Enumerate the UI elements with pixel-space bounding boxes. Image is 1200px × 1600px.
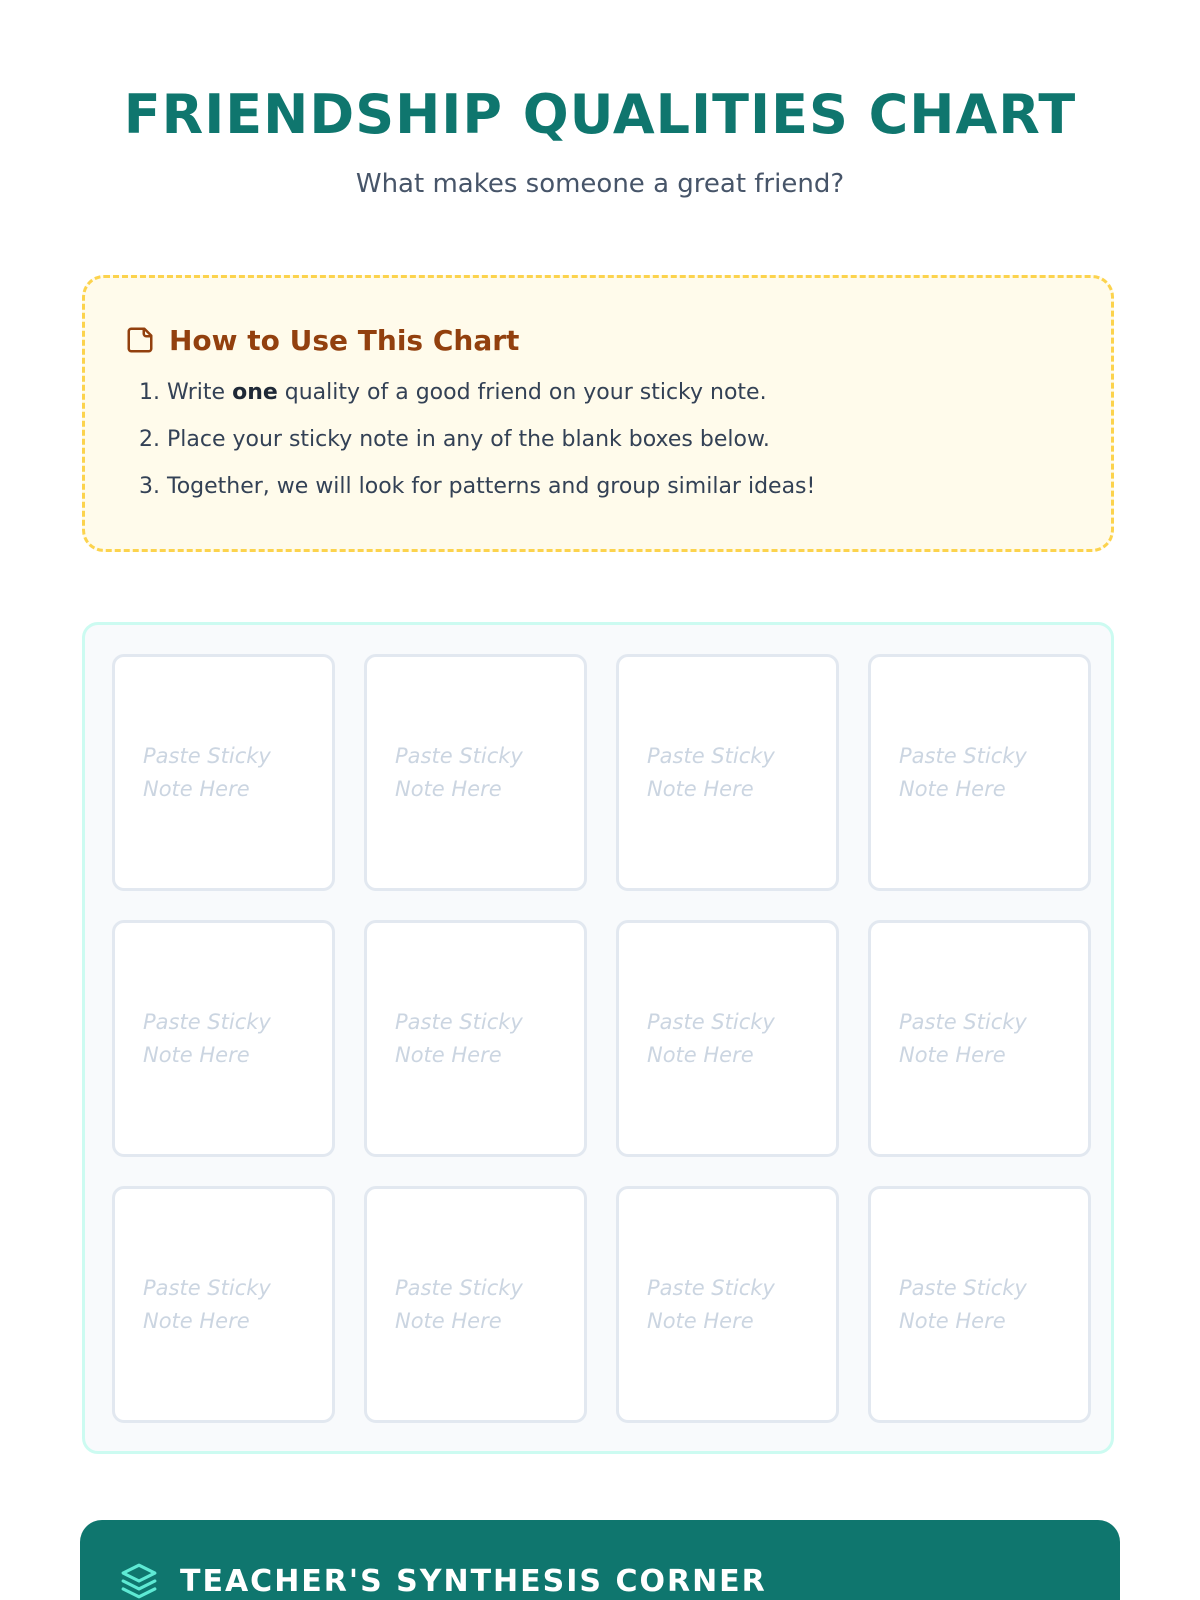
slot-placeholder: Paste Sticky Note Here xyxy=(899,743,1027,801)
sticky-note-slot[interactable] xyxy=(364,1186,587,1423)
slot-placeholder: Paste Sticky Note Here xyxy=(899,1275,1027,1333)
synthesis-title: TEACHER'S SYNTHESIS CORNER xyxy=(180,1563,767,1599)
slot-placeholder: Paste Sticky Note Here xyxy=(395,1275,523,1333)
slot-placeholder: Paste Sticky Note Here xyxy=(647,1275,775,1333)
synthesis-header xyxy=(120,1562,767,1600)
slot-placeholder: Paste Sticky Note Here xyxy=(899,1009,1027,1067)
sticky-note-slot[interactable] xyxy=(616,920,839,1157)
slot-placeholder: Paste Sticky Note Here xyxy=(647,1009,775,1067)
instructions-title: How to Use This Chart xyxy=(169,323,520,357)
slot-placeholder: Paste Sticky Note Here xyxy=(647,743,775,801)
slot-placeholder: Paste Sticky Note Here xyxy=(143,1009,271,1067)
sticky-note-slot[interactable] xyxy=(364,920,587,1157)
instructions-list xyxy=(139,378,815,519)
page-title: FRIENDSHIP QUALITIES CHART xyxy=(123,83,1077,146)
page-subtitle: What makes someone a great friend? xyxy=(355,169,845,199)
instructions-header xyxy=(125,322,519,358)
sticky-note-slot[interactable] xyxy=(112,920,335,1157)
slot-placeholder: Paste Sticky Note Here xyxy=(143,1275,271,1333)
slot-placeholder: Paste Sticky Note Here xyxy=(395,1009,523,1067)
sticky-note-slot[interactable] xyxy=(868,1186,1091,1423)
instruction-step: 3. Together, we will look for patterns and group similar ideas! xyxy=(139,474,816,499)
instructions-box xyxy=(82,275,1114,552)
sticky-note-slot[interactable] xyxy=(112,654,335,891)
slot-placeholder: Paste Sticky Note Here xyxy=(143,743,271,801)
sticky-note-slot[interactable] xyxy=(868,654,1091,891)
layers-icon xyxy=(120,1562,158,1600)
sticky-note-board xyxy=(82,622,1114,1454)
sticky-note-slot[interactable] xyxy=(364,654,587,891)
sticky-note-slot[interactable] xyxy=(616,654,839,891)
sticky-note-slot[interactable] xyxy=(112,1186,335,1423)
sticky-note-slot[interactable] xyxy=(616,1186,839,1423)
synthesis-corner xyxy=(80,1520,1120,1600)
sticky-note-slot[interactable] xyxy=(868,920,1091,1157)
slot-placeholder: Paste Sticky Note Here xyxy=(395,743,523,801)
sticky-note-icon xyxy=(125,325,155,355)
instruction-step: 2. Place your sticky note in any of the blank boxes below. xyxy=(139,427,770,452)
instruction-step: 1. Write one quality of a good friend on your sticky note. xyxy=(139,380,767,405)
